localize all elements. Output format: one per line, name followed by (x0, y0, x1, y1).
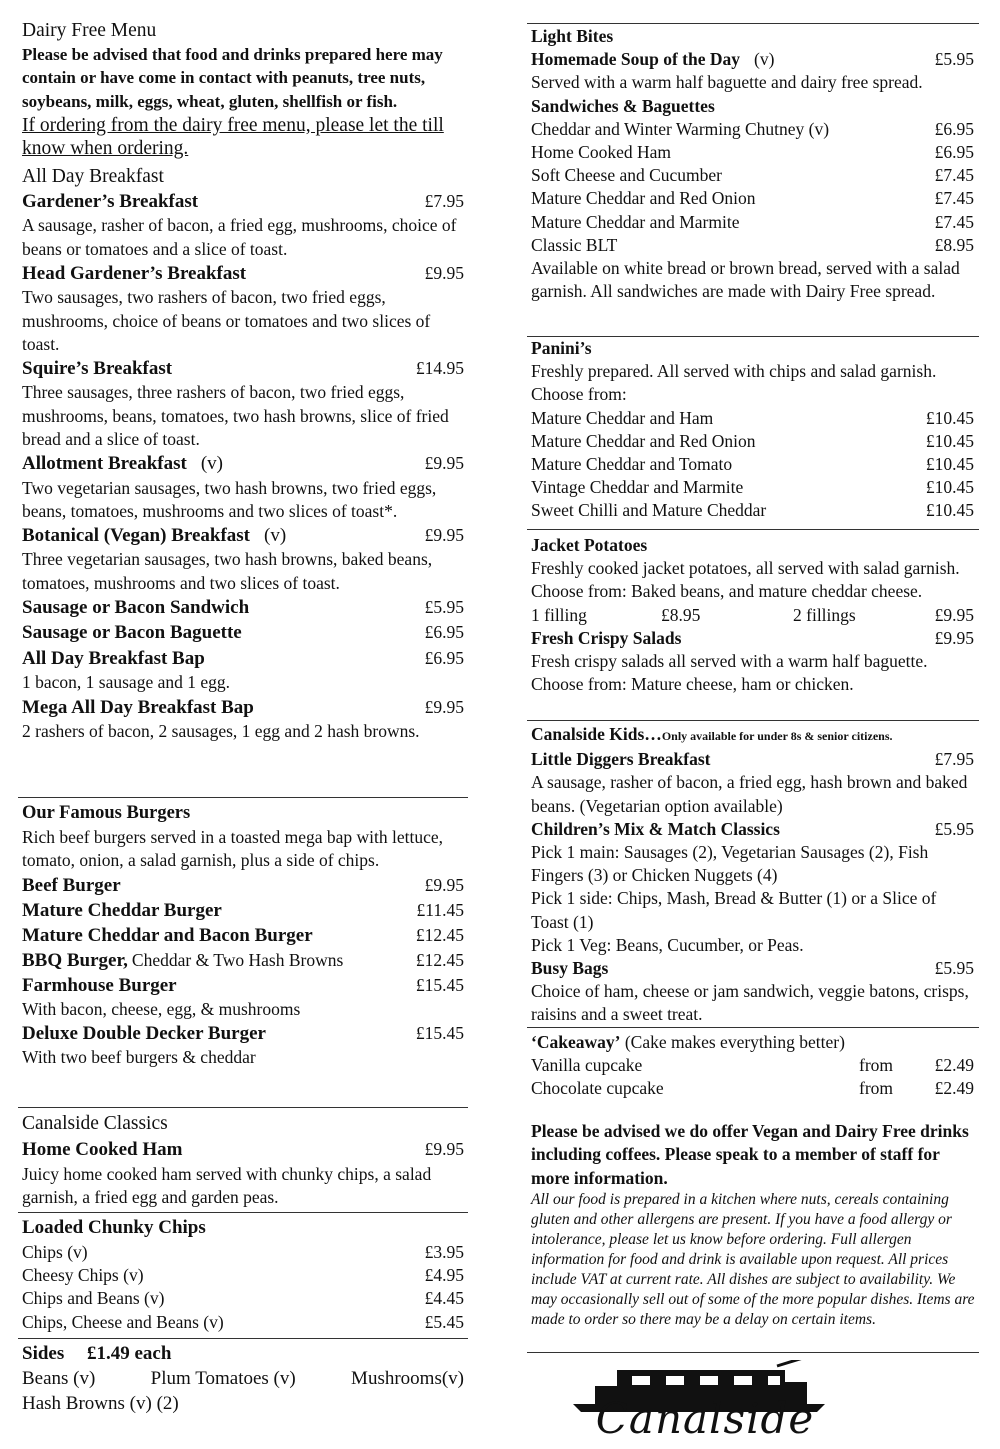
two-fillings-price: £9.95 (934, 604, 974, 625)
jacket-prices-row (531, 604, 978, 627)
cake-heading (531, 1031, 978, 1054)
menu-item (531, 748, 978, 771)
item-description: Three sausages, three rashers of bacon, two fried eggs, mushrooms, beans, tomatoes, two hash browns, slice of fried bread and a slice of toast. (22, 382, 449, 449)
item-name: Allotment Breakfast (22, 453, 187, 475)
item-description: Two vegetarian sausages, two hash browns, two fried eggs, beans, tomatoes, mushrooms and two slices of toast*. (22, 477, 437, 521)
sandwiches-heading: Sandwiches & Baguettes (531, 95, 715, 116)
menu-item (22, 1287, 468, 1310)
item-name-wrap (22, 357, 416, 382)
item-name: Vintage Cheddar and Marmite (531, 477, 744, 498)
menu-item (531, 187, 978, 210)
menu-item (531, 164, 978, 187)
menu-item (531, 1077, 978, 1100)
item-name: Home Cooked Ham (22, 1139, 183, 1160)
chips-section (22, 1215, 468, 1334)
two-fillings-label: 2 fillings (793, 604, 856, 625)
veg-tag: (v) (264, 524, 287, 546)
item-name-wrap (531, 499, 926, 522)
menu-item (22, 595, 468, 621)
panini-list (531, 407, 978, 523)
item-price: £11.45 (416, 899, 464, 920)
item-price: £12.45 (415, 924, 464, 945)
mix-main: Pick 1 main: Sausages (2), Vegetarian Sausages (2), Fish Fingers (3) or Chicken Nuggets (4) (531, 842, 929, 886)
item-name-wrap (22, 1021, 416, 1046)
item-name-wrap (531, 407, 926, 430)
item-price: £4.95 (424, 1265, 464, 1286)
item-name: Mature Cheddar and Ham (531, 407, 714, 428)
menu-item (22, 451, 468, 477)
menu-item (22, 1311, 468, 1334)
breakfast-list (22, 189, 468, 743)
item-price: £9.95 (424, 874, 464, 895)
item-name-wrap (22, 973, 416, 998)
menu-item (22, 646, 468, 672)
divider (18, 797, 468, 798)
item-name-wrap (531, 187, 935, 210)
item-price: £3.95 (424, 1242, 464, 1262)
item-name: Fresh Crispy Salads (531, 627, 682, 648)
mix-side: Pick 1 side: Chips, Mash, Bread & Butter (1) or a Slice of Toast (1) (531, 888, 937, 932)
sides-section (22, 1341, 468, 1416)
item-price: £7.45 (934, 165, 974, 186)
item-name: Little Diggers Breakfast (531, 749, 711, 770)
logo-text: Canalside (595, 1394, 815, 1443)
panini-heading: Panini’s (531, 338, 592, 358)
divider (527, 720, 979, 721)
item-name: Sausage or Bacon Sandwich (22, 596, 250, 618)
item-name: Sausage or Bacon Baguette (22, 622, 242, 644)
item-price: £5.95 (934, 49, 974, 70)
sides-row (22, 1366, 464, 1391)
menu-item (531, 407, 978, 430)
item-description: 2 rashers of bacon, 2 sausages, 1 egg and 2 hash browns. (22, 721, 420, 742)
item-name-wrap (531, 211, 935, 234)
menu-item (531, 476, 978, 499)
item-name: Squire’s Breakfast (22, 357, 173, 379)
light-bites-section (531, 25, 978, 303)
item-name: BBQ Burger, (22, 949, 128, 971)
item-name-wrap (22, 923, 416, 948)
item-description: Juicy home cooked ham served with chunky chips, a salad garnish, a fried egg and garden peas. (22, 1164, 432, 1208)
item-name: Mature Cheddar and Red Onion (531, 430, 756, 451)
item-price: £7.95 (934, 749, 974, 770)
divider (527, 1352, 979, 1353)
menu-item (531, 118, 978, 141)
menu-item (22, 898, 468, 923)
item-name-wrap (531, 141, 935, 164)
item-price: £5.95 (934, 958, 974, 979)
item-name: All Day Breakfast Bap (22, 647, 205, 669)
item-name: Chips, Cheese and Beans (v) (22, 1311, 224, 1332)
item-name-wrap (22, 1311, 425, 1334)
burger-list (22, 873, 468, 1069)
till-note: If ordering from the dairy free menu, please let the till know when ordering. (22, 114, 444, 160)
veg-tag: (v) (200, 453, 223, 475)
item-name-wrap (22, 452, 425, 477)
item-price: £9.95 (424, 262, 464, 283)
item-price: £6.95 (424, 622, 464, 643)
item-name: Sweet Chilli and Mature Cheddar (531, 500, 767, 521)
canalside-logo (555, 1360, 855, 1444)
sandwich-note: Available on white bread or brown bread, served with a salad garnish. All sandwiches are made with Dairy Free spread. (531, 258, 960, 302)
item-price: £6.95 (424, 647, 464, 668)
item-price: £9.95 (934, 627, 974, 648)
item-price: £5.95 (424, 596, 464, 617)
item-price: £10.45 (925, 407, 974, 428)
allergen-notice: All our food is prepared in a kitchen where nuts, cereals containing gluten and other allergens are present. If you have a food allergy or intolerance, please let us know before ordering. Full allergen information for food and drink is available upon request. All prices include VAT at current rate. All dishes are subject to availability. We may occasionally sell out of some of the more popular dishes. Items are made to order so there may be a delay on certain items. (531, 1191, 975, 1329)
menu-item (22, 973, 468, 998)
sides-price: £1.49 each (87, 1343, 172, 1364)
side-item: Plum Tomatoes (v) (150, 1368, 296, 1389)
menu-item (531, 1054, 978, 1077)
kids-section (531, 723, 978, 1027)
vegan-notice: Please be advised we do offer Vegan and Dairy Free drinks including coffees. Please speak to a member of staff for more information. (531, 1121, 969, 1188)
item-price: £10.45 (925, 500, 974, 521)
menu-item (22, 1241, 468, 1264)
cake-subtitle: (Cake makes everything better) (624, 1032, 845, 1052)
menu-item (531, 627, 978, 650)
item-name-wrap (22, 873, 425, 898)
item-price: £5.95 (934, 818, 974, 839)
item-price: £12.45 (415, 949, 464, 970)
divider (527, 23, 979, 24)
menu-item (531, 141, 978, 164)
item-name: Mature Cheddar and Bacon Burger (22, 924, 313, 946)
menu-item (22, 695, 468, 721)
menu-item (22, 923, 468, 948)
divider (527, 529, 979, 530)
item-price: £10.45 (925, 477, 974, 498)
item-description: A sausage, rasher of bacon, a fried egg, hash brown and baked beans. (Vegetarian option available) (531, 772, 968, 816)
item-name-wrap (531, 234, 935, 257)
menu-item (531, 499, 978, 522)
menu-item (531, 453, 978, 476)
chips-heading: Loaded Chunky Chips (22, 1217, 206, 1238)
item-name: Chips (v) (22, 1242, 88, 1262)
item-price: £7.95 (424, 190, 464, 211)
menu-item (22, 356, 468, 382)
item-description: Served with a warm half baguette and dairy free spread. (531, 72, 923, 93)
item-name: Mature Cheddar and Tomato (531, 454, 733, 475)
mix-veg: Pick 1 Veg: Beans, Cucumber, or Peas. (531, 934, 804, 955)
classics-heading: Canalside Classics (22, 1113, 168, 1134)
menu-item (22, 1021, 468, 1046)
side-item: Mushrooms(v) (351, 1368, 464, 1389)
item-price: £15.45 (415, 974, 464, 995)
item-name-wrap (22, 524, 425, 549)
item-name: Mature Cheddar Burger (22, 899, 222, 921)
item-from: from (859, 1055, 894, 1076)
item-name-wrap (22, 190, 425, 215)
veg-tag: (v) (754, 49, 775, 70)
item-name-wrap (22, 1241, 425, 1264)
item-price: £9.95 (424, 696, 464, 717)
item-name-wrap (531, 476, 926, 499)
item-name-wrap (22, 621, 425, 646)
divider (527, 1027, 979, 1028)
item-price: £10.45 (925, 454, 974, 475)
cake-section (531, 1031, 978, 1101)
item-price: £6.95 (934, 142, 974, 163)
item-name-wrap (22, 1287, 425, 1310)
item-from: from (859, 1078, 894, 1099)
left-column (22, 0, 468, 743)
item-price: £6.95 (934, 118, 974, 139)
item-name-wrap (531, 453, 926, 476)
item-name: Chocolate cupcake (531, 1078, 664, 1099)
item-name: Botanical (Vegan) Breakfast (22, 524, 250, 546)
sandwich-list (531, 118, 978, 257)
item-name: Cheddar and Winter Warming Chutney (v) (531, 118, 830, 139)
menu-item (531, 211, 978, 234)
menu-item (22, 189, 468, 215)
item-name: Mega All Day Breakfast Bap (22, 696, 254, 718)
divider (18, 1338, 468, 1339)
item-name-wrap (22, 262, 425, 287)
item-description: 1 bacon, 1 sausage and 1 egg. (22, 672, 230, 693)
item-price: £2.49 (934, 1055, 974, 1076)
menu-item (22, 620, 468, 646)
item-name: Soft Cheese and Cucumber (531, 165, 722, 186)
menu-item (531, 957, 978, 980)
item-name-wrap (22, 948, 416, 973)
item-name: Vanilla cupcake (531, 1055, 643, 1076)
kids-note: Only available for under 8s & senior citizens. (661, 729, 893, 743)
menu-item (22, 948, 468, 973)
item-description: Fresh crispy salads all served with a warm half baguette. Choose from: Mature cheese, ham or chicken. (531, 651, 928, 695)
item-price: £7.45 (934, 188, 974, 209)
item-description: A sausage, rasher of bacon, a fried egg, mushrooms, choice of beans or tomatoes and a slice of toast. (22, 215, 457, 259)
chips-list (22, 1241, 468, 1334)
item-name: Busy Bags (531, 958, 609, 979)
item-price: £5.45 (424, 1311, 464, 1332)
item-name: Homemade Soup of the Day (531, 49, 741, 70)
divider (18, 1107, 468, 1108)
menu-item (531, 48, 978, 71)
item-price: £7.45 (934, 211, 974, 232)
cake-title: ‘Cakeaway’ (531, 1032, 621, 1052)
item-price: £4.45 (424, 1288, 464, 1309)
kids-title: Canalside Kids… (531, 724, 662, 744)
breakfast-heading: All Day Breakfast (22, 165, 164, 187)
menu-item (531, 818, 978, 841)
panini-section (531, 337, 978, 523)
item-price: £8.95 (934, 234, 974, 255)
panini-intro: Freshly prepared. All served with chips and salad garnish. Choose from: (531, 361, 937, 405)
item-description: With two beef burgers & cheddar (22, 1046, 256, 1067)
item-name-wrap (531, 164, 935, 187)
menu-item (22, 873, 468, 898)
menu-item (531, 430, 978, 453)
item-price: £14.95 (415, 357, 464, 378)
item-description: Three vegetarian sausages, two hash browns, baked beans, tomatoes, mushrooms and two slices of toast. (22, 549, 433, 593)
item-price: £10.45 (925, 430, 974, 451)
burgers-heading: Our Famous Burgers (22, 803, 191, 823)
item-name: Gardener’s Breakfast (22, 190, 199, 212)
item-name: Cheesy Chips (v) (22, 1265, 144, 1286)
light-bites-heading: Light Bites (531, 26, 614, 46)
item-name: Chips and Beans (v) (22, 1288, 165, 1309)
classics-section (22, 1111, 468, 1209)
cake-list (531, 1054, 978, 1100)
burgers-section (22, 802, 468, 1069)
burgers-intro: Rich beef burgers served in a toasted mega bap with lettuce, tomato, onion, a salad garnish, plus a side of chips. (22, 827, 443, 871)
item-extra: Cheddar & Two Hash Browns (131, 949, 344, 970)
item-price: £2.49 (934, 1078, 974, 1099)
item-name-wrap (531, 430, 926, 453)
menu-item (22, 261, 468, 287)
item-description: Two sausages, two rashers of bacon, two fried eggs, mushrooms, choice of beans or tomatoes and two slices of toast. (22, 287, 431, 354)
allergen-warning: Please be advised that food and drinks prepared here may contain or have come in contact with peanuts, tree nuts, soybeans, milk, eggs, wheat, gluten, shellfish or fish. (22, 45, 443, 111)
item-name: Home Cooked Ham (531, 142, 671, 163)
item-name-wrap (22, 596, 425, 621)
divider (18, 1212, 468, 1213)
item-price: £9.95 (424, 524, 464, 545)
item-price: £9.95 (424, 453, 464, 474)
side-item: Beans (v) (22, 1368, 96, 1389)
item-name: Deluxe Double Decker Burger (22, 1022, 266, 1044)
item-name-wrap (531, 118, 935, 141)
one-filling-price: £8.95 (661, 604, 701, 625)
menu-item (22, 523, 468, 549)
jackets-heading: Jacket Potatoes (531, 535, 648, 555)
item-description: Choice of ham, cheese or jam sandwich, veggie batons, crisps, raisins and a sweet treat. (531, 981, 969, 1025)
item-name-wrap (22, 1264, 425, 1287)
item-name: Children’s Mix & Match Classics (531, 818, 780, 839)
item-name-wrap (22, 898, 417, 923)
notice-section (531, 1120, 978, 1330)
item-name: Farmhouse Burger (22, 974, 177, 996)
item-name: Mature Cheddar and Marmite (531, 211, 740, 232)
menu-item (22, 1136, 468, 1163)
menu-item (531, 234, 978, 257)
item-name: Head Gardener’s Breakfast (22, 262, 247, 284)
menu-item (22, 1264, 468, 1287)
jackets-intro: Freshly cooked jacket potatoes, all served with salad garnish. Choose from: Baked beans, and mature cheddar cheese. (531, 558, 960, 602)
item-name: Beef Burger (22, 874, 121, 896)
kids-heading (531, 723, 978, 748)
item-price: £9.95 (424, 1139, 464, 1159)
item-name: Classic BLT (531, 234, 618, 255)
jackets-section (531, 534, 978, 696)
item-name-wrap (22, 696, 425, 721)
item-name-wrap (22, 647, 425, 672)
menu-title: Dairy Free Menu (22, 20, 157, 41)
sides-title: Sides (22, 1343, 65, 1364)
item-price: £15.45 (415, 1022, 464, 1043)
item-description: With bacon, cheese, egg, & mushrooms (22, 998, 301, 1019)
sides-heading (22, 1341, 468, 1366)
side-item: Hash Browns (v) (2) (22, 1393, 179, 1414)
item-name: Mature Cheddar and Red Onion (531, 188, 756, 209)
one-filling-label: 1 filling (531, 604, 587, 625)
